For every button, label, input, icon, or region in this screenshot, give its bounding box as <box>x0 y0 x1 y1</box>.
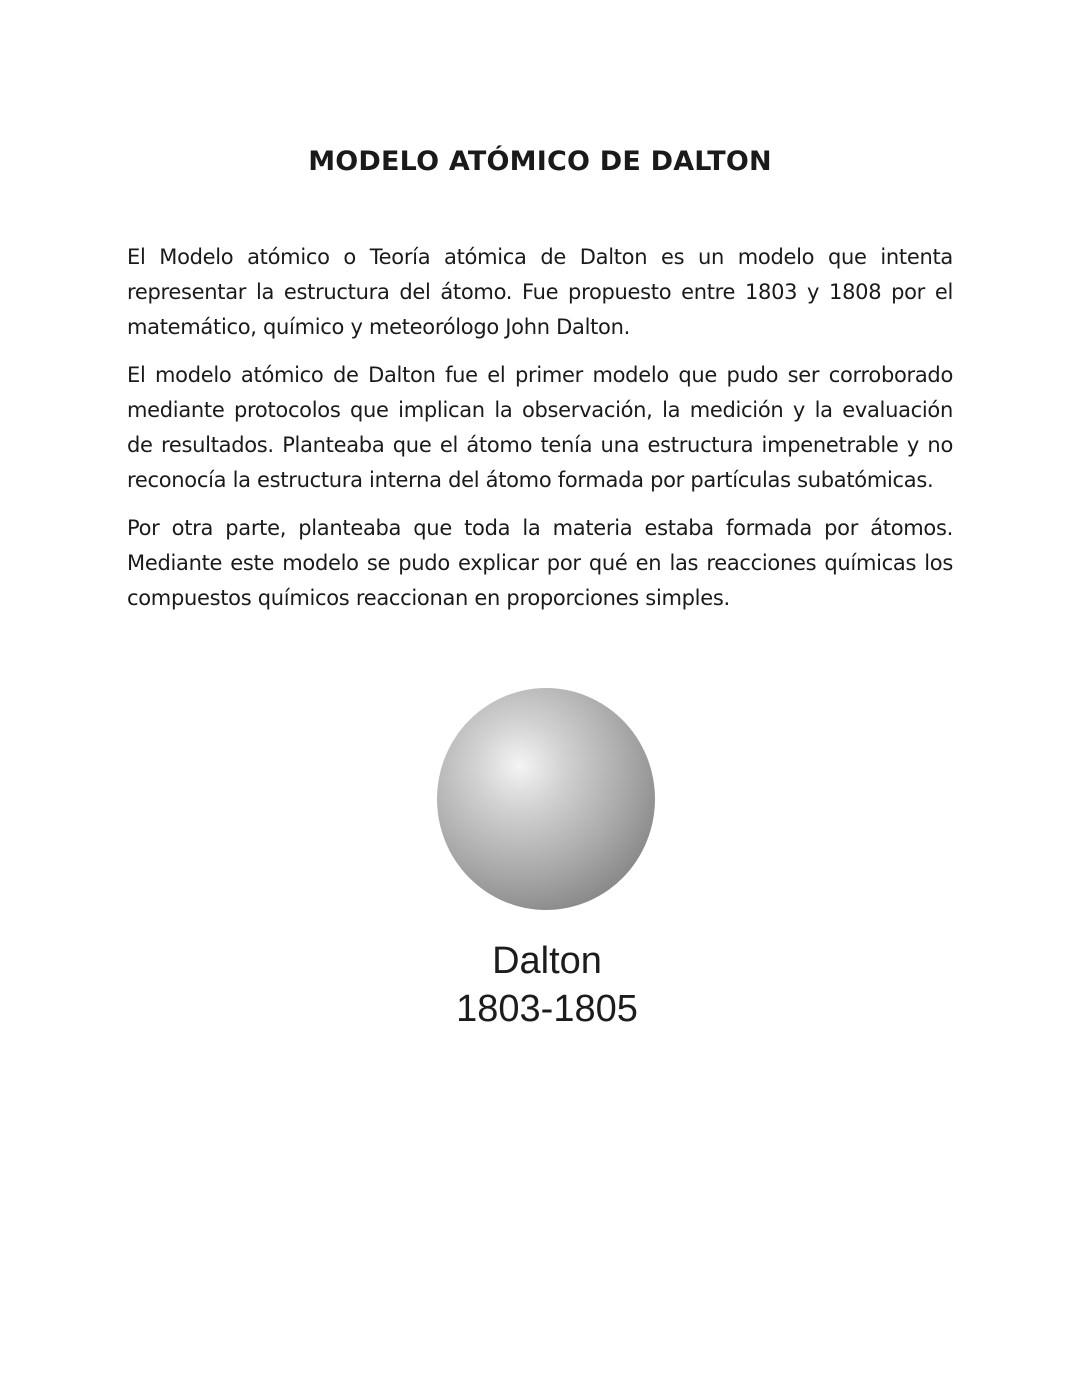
dalton-atom-figure <box>437 688 659 1030</box>
figure-caption-years: 1803-1805 <box>456 988 638 1030</box>
atom-sphere-image <box>437 688 655 910</box>
paragraph-matter-atoms: Por otra parte, planteaba que toda la materia estaba formada por átomos. Mediante este modelo se pudo explicar por qué en las reacciones químicas los compuestos químicos reaccionan en proporciones simples. <box>127 516 953 610</box>
paragraph-intro: El Modelo atómico o Teoría atómica de Dalton es un modelo que intenta representar la estructura del átomo. Fue propuesto entre 1803 y 1808 por el matemático, químico y meteorólogo John Dalton. <box>127 245 953 339</box>
document-body <box>127 240 953 629</box>
paragraph-model-description: El modelo atómico de Dalton fue el primer modelo que pudo ser corroborado mediante protocolos que implican la observación, la medición y la evaluación de resultados. Planteaba que el átomo tenía una estructura impenetrable y no reconocía la estructura interna del átomo formada por partículas subatómicas. <box>127 363 953 492</box>
figure-caption-name: Dalton <box>492 940 602 982</box>
page-title: MODELO ATÓMICO DE DALTON <box>308 146 772 178</box>
